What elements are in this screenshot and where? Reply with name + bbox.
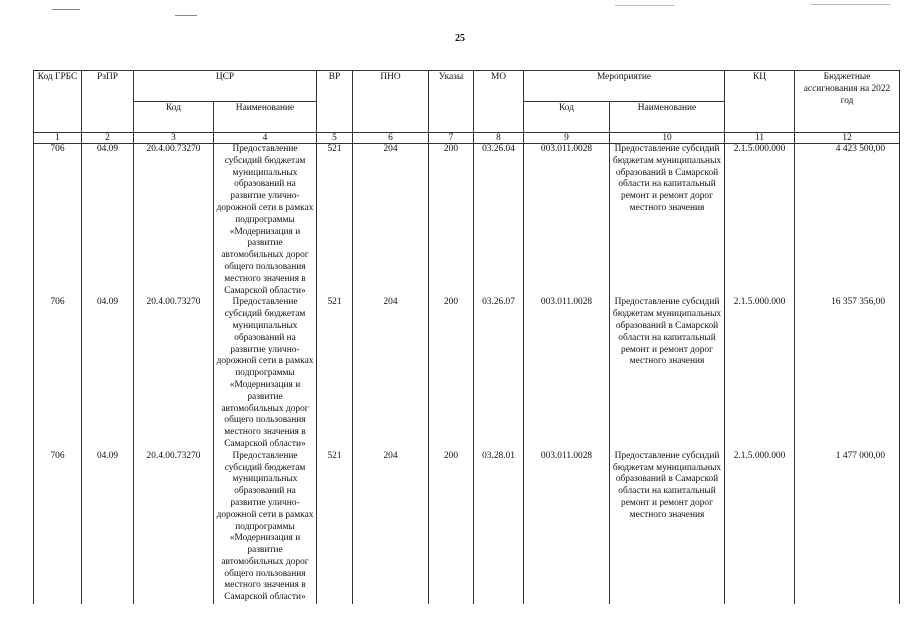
cell-rzpr: 04.09 [82, 451, 134, 604]
cell-vr: 521 [317, 451, 353, 604]
cell-event-name: Предоставление субсидий бюджетам муниципальных образований в Самарской области на капитальный ремонт и ремонт дорог местного значения [610, 297, 725, 450]
column-number: 9 [524, 133, 610, 144]
cell-amount: 16 357 356,00 [795, 297, 900, 450]
cell-csr-kod: 20.4.00.73270 [134, 451, 214, 604]
column-number: 1 [34, 133, 82, 144]
header-ukazy: Указы [429, 71, 474, 133]
cell-rzpr: 04.09 [82, 144, 134, 298]
cell-kc: 2.1.5.000.000 [725, 144, 795, 298]
header-kod-grbs: Код ГРБС [34, 71, 82, 133]
cell-ukaz: 200 [429, 451, 474, 604]
cell-csr-name: Предоставление субсидий бюджетам муниципальных образований на развитие улично-дорожной сети в рамках подпрограммы «Модернизация и развитие автомобильных дорог общего пользования местного значения в Самарской области» [214, 297, 317, 450]
header-csr: ЦСР [134, 71, 317, 102]
cell-kc: 2.1.5.000.000 [725, 297, 795, 450]
cell-event-kod: 003.011.0028 [524, 451, 610, 604]
cell-pno: 204 [353, 451, 429, 604]
header-csr-kod: Код [134, 102, 214, 133]
column-number: 8 [474, 133, 524, 144]
header-vr: ВР [317, 71, 353, 133]
cell-grbs: 706 [34, 451, 82, 604]
column-number: 4 [214, 133, 317, 144]
cell-mo: 03.26.04 [474, 144, 524, 298]
column-number: 5 [317, 133, 353, 144]
scan-speck [810, 4, 890, 5]
column-number: 12 [795, 133, 900, 144]
cell-mo: 03.26.07 [474, 297, 524, 450]
cell-rzpr: 04.09 [82, 297, 134, 450]
table-row [34, 451, 900, 604]
cell-grbs: 706 [34, 144, 82, 298]
scan-speck [52, 9, 80, 10]
column-number: 11 [725, 133, 795, 144]
header-mo: МО [474, 71, 524, 133]
cell-csr-kod: 20.4.00.73270 [134, 144, 214, 298]
cell-pno: 204 [353, 144, 429, 298]
cell-grbs: 706 [34, 297, 82, 450]
cell-ukaz: 200 [429, 144, 474, 298]
cell-event-kod: 003.011.0028 [524, 144, 610, 298]
page-number: 25 [455, 33, 465, 44]
table-row [34, 144, 900, 298]
cell-mo: 03.28.01 [474, 451, 524, 604]
header-kc: КЦ [725, 71, 795, 133]
scan-speck [615, 5, 675, 6]
column-number: 3 [134, 133, 214, 144]
cell-amount: 1 477 000,00 [795, 451, 900, 604]
column-number: 7 [429, 133, 474, 144]
cell-vr: 521 [317, 144, 353, 298]
cell-csr-name: Предоставление субсидий бюджетам муниципальных образований на развитие улично-дорожной сети в рамках подпрограммы «Модернизация и развитие автомобильных дорог общего пользования местного значения в Самарской области» [214, 451, 317, 604]
cell-ukaz: 200 [429, 297, 474, 450]
header-event-name: Наименование [610, 102, 725, 133]
table-row [34, 297, 900, 450]
column-number: 2 [82, 133, 134, 144]
cell-event-kod: 003.011.0028 [524, 297, 610, 450]
cell-event-name: Предоставление субсидий бюджетам муниципальных образований в Самарской области на капитальный ремонт и ремонт дорог местного значения [610, 144, 725, 298]
scan-speck [175, 15, 197, 16]
cell-pno: 204 [353, 297, 429, 450]
cell-csr-kod: 20.4.00.73270 [134, 297, 214, 450]
cell-amount: 4 423 500,00 [795, 144, 900, 298]
column-number: 6 [353, 133, 429, 144]
cell-kc: 2.1.5.000.000 [725, 451, 795, 604]
header-event-kod: Код [524, 102, 610, 133]
cell-csr-name: Предоставление субсидий бюджетам муниципальных образований на развитие улично-дорожной сети в рамках подпрограммы «Модернизация и развитие автомобильных дорог общего пользования местного значения в Самарской области» [214, 144, 317, 298]
cell-vr: 521 [317, 297, 353, 450]
header-event: Мероприятие [524, 71, 725, 102]
column-number: 10 [610, 133, 725, 144]
header-budget: Бюджетные ассигнования на 2022 год [795, 71, 900, 133]
header-csr-name: Наименование [214, 102, 317, 133]
budget-table [33, 70, 900, 604]
header-pno: ПНО [353, 71, 429, 133]
cell-event-name: Предоставление субсидий бюджетам муниципальных образований в Самарской области на капитальный ремонт и ремонт дорог местного значения [610, 451, 725, 604]
header-rzpr: РзПР [82, 71, 134, 133]
